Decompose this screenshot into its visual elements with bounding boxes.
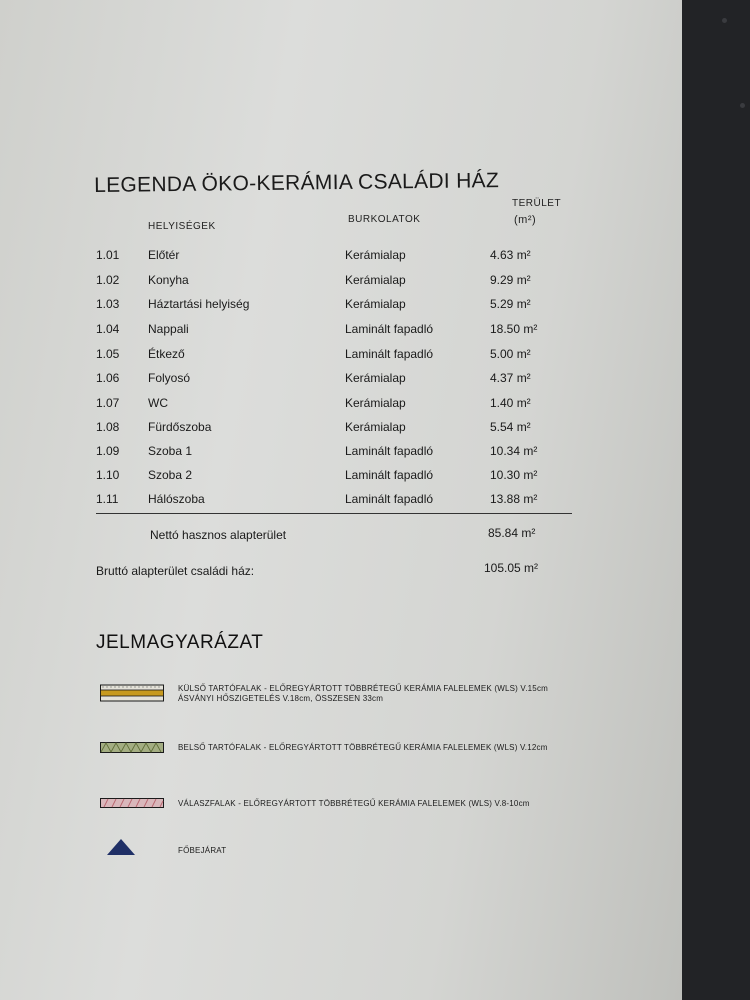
room-code: 1.07 (96, 396, 120, 410)
legend-text-line: BELSŐ TARTÓFALAK - ELŐREGYÁRTOTT TÖBBRÉTEGŰ KERÁMIA FALELEMEK (WLS) V.12cm (178, 743, 548, 752)
legend-title: JELMAGYARÁZAT (96, 632, 264, 653)
document-title: LEGENDA ÖKO-KERÁMIA CSALÁDI HÁZ (94, 169, 500, 197)
outer-wall-fill (101, 690, 164, 696)
room-area: 4.63 m² (490, 248, 531, 262)
table-row (0, 297, 600, 319)
room-area: 10.30 m² (490, 468, 538, 482)
table-row (0, 347, 600, 369)
room-area: 5.54 m² (490, 420, 531, 434)
room-code: 1.09 (96, 444, 120, 458)
table-row (0, 273, 600, 295)
room-covering: Laminált fapadló (345, 322, 434, 336)
room-covering: Kerámialap (345, 248, 406, 262)
outer-wall-symbol-icon (100, 684, 164, 702)
room-name: WC (148, 396, 168, 410)
room-covering: Kerámialap (345, 396, 406, 410)
room-covering: Laminált fapadló (345, 347, 434, 361)
room-area: 9.29 m² (490, 273, 531, 287)
room-area: 4.37 m² (490, 371, 531, 385)
legend-item-inner-wall (178, 743, 548, 753)
room-code: 1.05 (96, 347, 120, 361)
room-name: Háztartási helyiség (148, 297, 250, 311)
legend-text-line: VÁLASZFALAK - ELŐREGYÁRTOTT TÖBBRÉTEGŰ KERÁMIA FALELEMEK (WLS) V.8-10cm (178, 799, 530, 808)
table-row (0, 468, 600, 490)
legend-item-main-entrance (178, 846, 226, 856)
room-code: 1.06 (96, 371, 120, 385)
room-code: 1.10 (96, 468, 120, 482)
room-covering: Kerámialap (345, 297, 406, 311)
room-covering: Kerámialap (345, 273, 406, 287)
room-name: Étkező (148, 347, 185, 361)
column-header-rooms: HELYISÉGEK (148, 221, 216, 232)
room-covering: Kerámialap (345, 420, 406, 434)
room-area: 5.00 m² (490, 347, 531, 361)
room-name: Szoba 2 (148, 468, 193, 482)
edge-dot (740, 103, 745, 108)
room-code: 1.11 (96, 492, 119, 506)
main-entrance-icon (106, 838, 136, 856)
room-name: Nappali (148, 322, 189, 336)
legend-item-partition-wall (178, 799, 530, 809)
table-row (0, 420, 600, 442)
legend-text-line: FŐBEJÁRAT (178, 846, 227, 855)
column-header-coverings: BURKOLATOK (348, 214, 421, 225)
room-code: 1.08 (96, 420, 120, 434)
legend-text-line: ÁSVÁNYI HŐSZIGETELÉS V.18cm, ÖSSZESEN 33cm (178, 694, 384, 703)
room-area: 13.88 m² (490, 492, 538, 506)
table-row (0, 492, 600, 514)
room-name: Folyosó (148, 371, 191, 385)
room-covering: Kerámialap (345, 371, 406, 385)
edge-dot (722, 18, 727, 23)
gross-area-label: Bruttó alapterület családi ház: (96, 564, 255, 578)
legend-text-line: KÜLSŐ TARTÓFALAK - ELŐREGYÁRTOTT TÖBBRÉTEGŰ KERÁMIA FALELEMEK (WLS) V.15cm (178, 684, 549, 693)
partition-wall-symbol-icon (100, 798, 164, 808)
table-row (0, 444, 600, 466)
room-area: 18.50 m² (490, 322, 538, 336)
room-area: 10.34 m² (490, 444, 538, 458)
column-header-area: TERÜLET (512, 198, 562, 209)
legend-item-outer-wall (178, 684, 548, 704)
background-edge (682, 0, 750, 1000)
room-name: Konyha (148, 273, 189, 287)
room-covering: Laminált fapadló (345, 492, 434, 506)
net-area-label: Nettó hasznos alapterület (150, 528, 287, 542)
table-divider (96, 513, 572, 514)
table-row (0, 248, 600, 270)
room-code: 1.04 (96, 322, 120, 336)
column-header-area-unit: (m²) (514, 214, 537, 226)
room-name: Szoba 1 (148, 444, 193, 458)
room-covering: Laminált fapadló (345, 444, 434, 458)
table-row (0, 396, 600, 418)
room-covering: Laminált fapadló (345, 468, 434, 482)
gross-area-value: 105.05 m² (484, 561, 539, 575)
room-code: 1.02 (96, 273, 120, 287)
net-area-value: 85.84 m² (488, 526, 536, 540)
room-area: 5.29 m² (490, 297, 531, 311)
inner-wall-symbol-icon (100, 742, 164, 753)
room-code: 1.01 (96, 248, 120, 262)
room-name: Fürdőszoba (148, 420, 212, 434)
room-code: 1.03 (96, 297, 120, 311)
room-area: 1.40 m² (490, 396, 531, 410)
table-row (0, 322, 600, 344)
table-row (0, 371, 600, 393)
room-name: Hálószoba (148, 492, 205, 506)
room-name: Előtér (148, 248, 180, 262)
